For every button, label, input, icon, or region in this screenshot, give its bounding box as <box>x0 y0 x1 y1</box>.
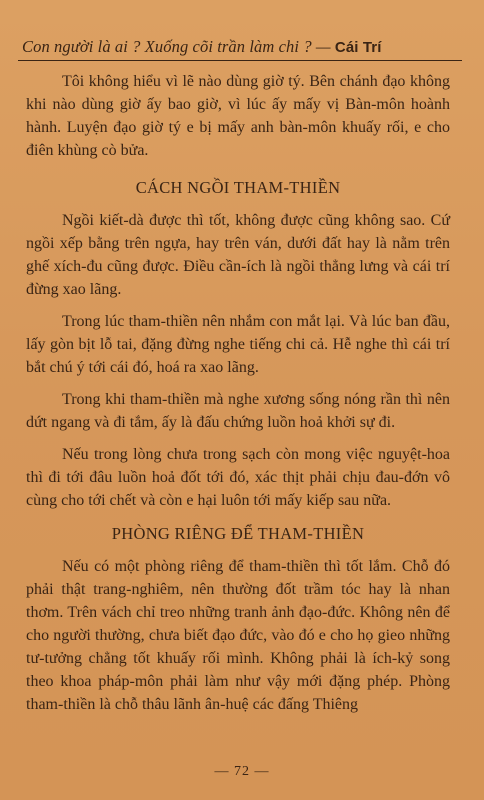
header-title: Con người là ai ? Xuống cõi trần làm chi ? — <box>22 37 331 56</box>
paragraph-6: Nếu có một phòng riêng để tham-thiền thì tốt lắm. Chỗ đó phải thật trang-nghiêm, nên thường đốt trầm tóc hay là nhan thơm. Trên vách chỉ treo những tranh ảnh đạo-đức. Không nên để cho người thường, chưa biết đạo đức, vào đó e cho họ gieo những tư-tưởng chẳng tốt khuấy rối mình. Không phải là ích-kỷ song theo khoa pháp-môn phải làm như vậy mới đặng phép. Phòng tham-thiền là chỗ thâu lãnh ân-huệ các đấng Thiêng <box>26 558 450 713</box>
paragraph-3: Trong lúc tham-thiền nên nhắm con mắt lại. Và lúc ban đầu, lấy gòn bịt lỗ tai, đặng đừng nghe tiếng chi cả. Hễ nghe thì cái trí bắt chú ý tới cái đó, hoá ra xao lãng. <box>26 313 450 376</box>
paragraph-2: Ngồi kiết-dà được thì tốt, không được cũng không sao. Cứ ngồi xếp bằng trên ngựa, hay trên ván, dưới đất hay là nằm trên ghế xích-đu cũng được. Điều cần-ích là ngồi thẳng lưng và cái trí đừng xao lãng. <box>26 212 450 298</box>
paragraph-1: Tôi không hiểu vì lẽ nào dùng giờ tý. Bên chánh đạo không khi nào dùng giờ ấy bao giờ, vì lúc ấy mấy vị Bàn-môn hoành hành. Luyện đạo giờ tý e bị mấy anh bàn-môn khuấy rối, e cho điên khùng cò bửa. <box>26 73 450 159</box>
section-heading-room: PHÒNG RIÊNG ĐỂ THAM-THIỀN <box>111 524 365 543</box>
section-heading-sitting: CÁCH NGỒI THAM-THIỀN <box>135 178 341 197</box>
header-rule <box>18 60 462 61</box>
running-header <box>22 37 452 57</box>
paragraph-5: Nếu trong lòng chưa trong sạch còn mong việc nguyệt-hoa thì đi tới đâu luồn hoả đốt tới đó, xác thịt phải chịu đau-đớn vô cùng cho tới chết và còn e hại luôn tới mấy kiếp sau nữa. <box>26 446 450 509</box>
header-author: Cái Trí <box>334 39 382 56</box>
page-body <box>26 70 450 725</box>
paragraph-4: Trong khi tham-thiền mà nghe xương sống nóng rần thì nên dứt ngang và đi tắm, ấy là đấu chứng luồn hoả khởi sự đi. <box>26 391 450 431</box>
page-number: — 72 — <box>214 764 270 779</box>
